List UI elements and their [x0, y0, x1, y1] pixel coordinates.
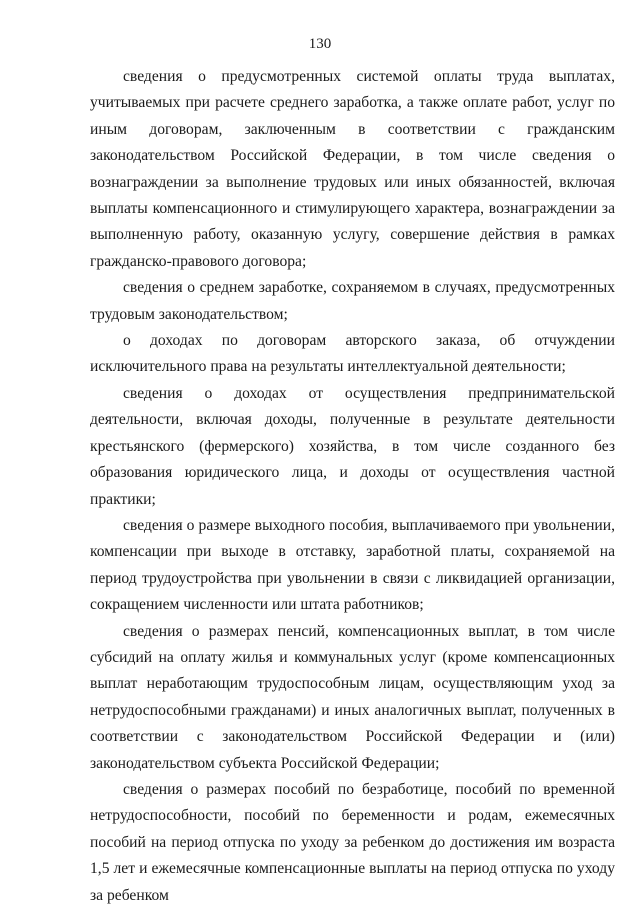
page-number: 130	[308, 36, 332, 52]
page-body	[90, 64, 615, 909]
paragraph-salary-payments: сведения о предусмотренных системой оплаты труда выплатах, учитываемых при расчете среднего заработка, а также оплате работ, услуг по иным договорам, заключенным в соответствии с гражданским законодательством Российской Федерации, в том числе сведения о вознаграждении за выполнение трудовых или иных обязанностей, включая выплаты компенсационного и стимулирующего характера, вознаграждении за выполненную работу, оказанную услугу, совершение действия в рамках гражданско-правового договора;	[90, 68, 615, 270]
paragraph-author-contracts: о доходах по договорам авторского заказа, об отчуждении исключительного права на результаты интеллектуальной деятельности;	[90, 332, 615, 376]
paragraph-unemployment-benefits: сведения о размерах пособий по безработице, пособий по временной нетрудоспособности, пособий по беременности и родам, ежемесячных пособий на период отпуска по уходу за ребенком до достижения им возраста 1,5 лет и ежемесячные компенсационные выплаты на период отпуска по уходу за ребенком	[90, 780, 615, 904]
paragraph-pensions: сведения о размерах пенсий, компенсационных выплат, в том числе субсидий на оплату жилья и коммунальных услуг (кроме компенсационных выплат неработающим трудоспособным лицам, осуществляющим уход за нетрудоспособными гражданами) и иных аналогичных выплат, полученных в соответствии с законодательством Российской Федерации и (или) законодательством субъекта Российской Федерации;	[90, 622, 615, 772]
paragraph-severance-pay: сведения о размере выходного пособия, выплачиваемого при увольнении, компенсации при выходе в отставку, заработной платы, сохраняемой на период трудоустройства при увольнении в связи с ликвидацией организации, сокращением численности или штата работников;	[90, 516, 615, 614]
paragraph-average-earnings: сведения о среднем заработке, сохраняемом в случаях, предусмотренных трудовым законодательством;	[90, 279, 615, 323]
paragraph-business-income: сведения о доходах от осуществления предпринимательской деятельности, включая доходы, полученные в результате деятельности крестьянского (фермерского) хозяйства, в том числе созданного без образования юридического лица, и доходы от осуществления частной практики;	[90, 384, 615, 508]
